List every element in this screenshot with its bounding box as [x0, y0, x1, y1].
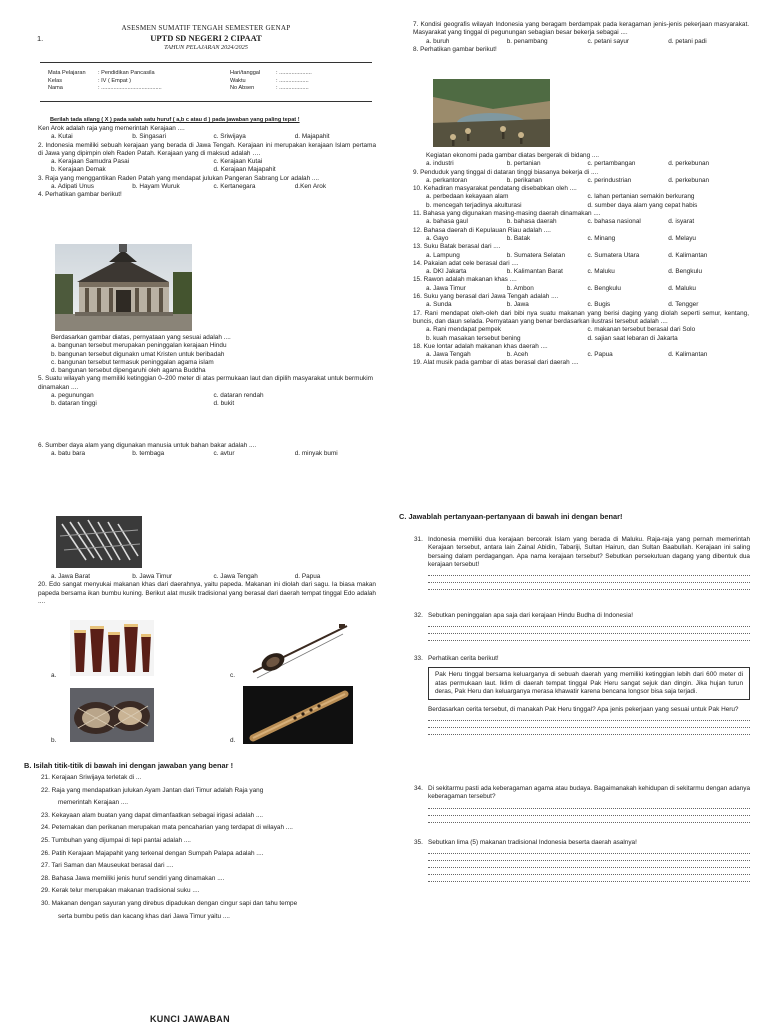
- option[interactable]: a. Adipati Unus: [51, 183, 94, 191]
- identity-row: [48, 70, 378, 78]
- mining-photo: [433, 79, 550, 147]
- answer-key-heading: KUNCI JAWABAN: [150, 1014, 230, 1024]
- option[interactable]: b. Sumatera Selatan: [506, 251, 566, 259]
- option[interactable]: b. Jawa: [506, 301, 529, 309]
- option[interactable]: c. Bengkulu: [587, 284, 621, 292]
- question-14: 14. Pakaian adat cele berasal dari ....: [413, 259, 519, 267]
- left-column-continued: [38, 334, 376, 409]
- identity-label: Hari/tanggal: [230, 70, 261, 76]
- option[interactable]: b. Singasari: [132, 133, 166, 141]
- fill-item: 21. Kerajaan Sriwijaya terletak di ...: [41, 774, 142, 781]
- essay-question: Sebutkan lima (5) makanan tradisional Indonesia beserta daerah asalnya!: [428, 839, 637, 846]
- story-box: Pak Heru tinggal bersama keluarganya di sebuah daerah yang memiliki ketinggian lebih dari 600 meter di atas permukaan laut. Iklim di daerah tempat tinggal Pak Heru sangat sejuk dan dingin. Jika hujan turun deras, Pak Heru dan keluarganya merasa khawatir karena bencana longsor bisa saja terjadi.: [428, 667, 750, 700]
- suling-illustration: [243, 686, 353, 744]
- right-column: [413, 21, 749, 54]
- palace-illustration: [55, 244, 192, 331]
- option[interactable]: c. Minang: [587, 234, 616, 242]
- question-12: 12. Bahasa daerah di Kepulauan Riau adalah ....: [413, 226, 551, 234]
- angklung-illustration: [56, 516, 142, 568]
- option[interactable]: d. sajian saat lebaran di Jakarta: [587, 334, 678, 342]
- essay-question: Di sekitarmu pasti ada keberagaman agama atau budaya. Bagaimanakah kehidupan di sekitarmu dengan adanya keberagaman tersebut?: [428, 785, 750, 801]
- tifa-drums-illustration: [70, 620, 154, 676]
- question-11: 11. Bahasa yang digunakan masing-masing daerah dinamakan ....: [413, 210, 601, 218]
- option[interactable]: b. bahasa daerah: [506, 218, 557, 226]
- option[interactable]: a. perbedaan kekayaan alam: [426, 193, 509, 201]
- option[interactable]: c. Bugis: [587, 301, 611, 309]
- essay-question: Indonesia memiliki dua kerajaan bercorak Islam yang berada di Maluku. Raja-raja yang pernah memerintah Kerajaan tersebut, antara lain Zainal Abidin, Tabariji, Sultan Hairun, dan Sultan Baabullah. Kerajaan ini saling bersaing dalam perdagangan. Apa nama kerajaan tersebut? Sebutkan persekutuan dagang yang dibentuk dua kerajaan tersebut!: [428, 536, 750, 568]
- essay-33: [414, 655, 750, 735]
- sasando-photo[interactable]: [243, 620, 353, 680]
- option[interactable]: b. Jawa Timur: [132, 573, 173, 580]
- option[interactable]: b. Batak: [506, 234, 531, 242]
- identity-block: [48, 70, 378, 93]
- identity-value: : ...................: [276, 85, 309, 92]
- question-19: 19. Alat musik pada gambar di atas berasal dari daerah ....: [413, 359, 579, 367]
- identity-value: : .....................: [276, 70, 312, 76]
- option[interactable]: a. Jawa Tengah: [426, 351, 471, 359]
- option[interactable]: a. Lampung: [426, 251, 460, 259]
- answer-line[interactable]: [428, 634, 750, 641]
- essay-number: 35.: [414, 839, 423, 846]
- option[interactable]: b. Kerajaan Demak: [51, 166, 106, 174]
- options-1: [38, 133, 376, 141]
- option[interactable]: a. bangunan tersebut merupakan peninggalan kerajaan Hindu: [51, 342, 227, 350]
- answer-line[interactable]: [428, 861, 750, 868]
- fill-item: 26. Patih Kerajaan Majapahit yang terkenal dengan Sumpah Palapa adalah ....: [41, 849, 264, 857]
- fill-item: 25. Tumbuhan yang dijumpai di tepi pantai adalah ....: [41, 836, 191, 844]
- identity-value: : Pendidikan Pancasila: [98, 70, 155, 76]
- option[interactable]: d. petani padi: [668, 37, 707, 45]
- question-16: 16. Suku yang berasal dari Jawa Tengah adalah ....: [413, 293, 559, 301]
- essay-question: Sebutkan peninggalan apa saja dari kerajaan Hindu Budha di Indonesia!: [428, 612, 634, 619]
- question-13: 13. Suku Batak berasal dari ....: [413, 243, 501, 251]
- question-5: 5. Suatu wilayah yang memiliki ketinggian 0–200 meter di atas permukaan laut dan dipilih masyarakat untuk bermukim dinamakan ....: [38, 375, 373, 391]
- option[interactable]: a. buruh: [426, 37, 450, 45]
- identity-label: No Absen: [230, 85, 255, 92]
- options-14: [413, 268, 749, 276]
- option[interactable]: c. Maluku: [587, 268, 615, 276]
- instruction: Berilah tada silang ( X ) pada salah satu huruf ( a,b c atau d ) pada jawaban yang paling tepat !: [50, 117, 300, 123]
- kendang-photo[interactable]: [70, 688, 154, 742]
- options-16: [413, 301, 749, 309]
- question-9: 9. Penduduk yang tinggal di dataran tinggi biasanya bekerja di ....: [413, 168, 599, 176]
- option[interactable]: c. Sumatera Utara: [587, 251, 640, 259]
- image-option-label-b[interactable]: b.: [51, 737, 57, 744]
- options-4: [38, 342, 376, 375]
- fill-item: 23. Kekayaan alam buatan yang dapat dimanfaatkan sebagai irigasi adalah ....: [41, 811, 264, 819]
- option[interactable]: a. Rani mendapat pempek: [426, 326, 501, 334]
- option[interactable]: d. Papua: [294, 573, 321, 580]
- options-9: [413, 177, 749, 185]
- option[interactable]: a. batu bara: [51, 450, 86, 458]
- answer-line[interactable]: [428, 714, 750, 721]
- options-13: [413, 252, 749, 260]
- question-10: 10. Kehadiran masyarakat pendatang disebabkan oleh ....: [413, 185, 577, 193]
- option[interactable]: d. Maluku: [668, 284, 696, 292]
- tifa-drums-photo[interactable]: [70, 620, 154, 676]
- option[interactable]: c. perindustrian: [587, 176, 632, 184]
- answer-line[interactable]: [428, 847, 750, 854]
- school-year: TAHUN PELAJARAN 2024/2025: [164, 44, 248, 51]
- answer-line[interactable]: [428, 802, 750, 809]
- option[interactable]: b. tembaga: [132, 450, 165, 458]
- fill-item: 30. Makanan dengan sayuran yang direbus dipadukan dengan cingur sapi dan tahu tempe: [41, 899, 298, 907]
- essay-number: 33.: [414, 655, 423, 662]
- mining-illustration: [433, 79, 550, 147]
- options-5: [38, 392, 376, 409]
- fill-item: 28. Bahasa Jawa memiliki jenis huruf sendiri yang dinamakan ....: [41, 874, 225, 882]
- option[interactable]: b. perikanan: [506, 176, 542, 184]
- left-column: [38, 125, 376, 200]
- option[interactable]: a. pegunungan: [51, 392, 94, 400]
- option[interactable]: a. Jawa Barat: [51, 573, 91, 580]
- section-b-list: [41, 772, 375, 923]
- question-15: 15. Rawon adalah makanan khas ....: [413, 276, 517, 284]
- question-3: 3. Raja yang menggantikan Raden Patah yang mendapat julukan Pangeran Sabrang Lor adalah ....: [38, 174, 320, 182]
- answer-line[interactable]: [428, 620, 750, 627]
- option[interactable]: d. Tengger: [668, 301, 699, 309]
- option[interactable]: d. Bengkulu: [668, 268, 703, 276]
- right-column-continued: [413, 152, 749, 368]
- essay-row: [414, 536, 750, 569]
- options-8: [413, 160, 749, 168]
- option[interactable]: a. Gayo: [426, 234, 449, 242]
- options-3: [38, 183, 376, 191]
- identity-row: [48, 85, 378, 93]
- option[interactable]: c. Papua: [587, 351, 613, 359]
- image-option-label-a[interactable]: a.: [51, 672, 57, 679]
- question-7: 7. Kondisi geografis wilayah Indonesia yang beragam berdampak pada keragaman jenis-jenis pekerjaan masyarakat. Masyarakat yang tinggal di pegunungan sebagian besar bekerja sebagai ....: [413, 21, 749, 37]
- option[interactable]: d.Ken Arok: [294, 183, 327, 191]
- options-10: [413, 193, 749, 210]
- answer-line[interactable]: [428, 875, 750, 882]
- question-17: 17. Rani mendapat oleh-oleh dari bibi nya suatu makanan yang berisi daging yang diolah seperti semur, kentang, buncis, dan daun selada. Pernyataan yang benar berdasarkan ilustrasi tersebut adalah ....: [413, 309, 749, 325]
- essay-number: 34.: [414, 785, 423, 792]
- options-18: [413, 351, 749, 359]
- kendang-illustration: [70, 688, 154, 742]
- essay-number: 32.: [414, 612, 423, 619]
- section-b-title: B. Isilah titik-titik di bawah ini dengan jawaban yang benar !: [24, 761, 234, 770]
- option[interactable]: c. petani sayur: [587, 37, 630, 45]
- option[interactable]: c. bangunan tersebut termasuk peninggalan agama islam: [51, 358, 214, 366]
- option[interactable]: d. perkebunan: [668, 160, 710, 168]
- fill-item: 24. Peternakan dan perikanan merupakan mata pencaharian yang terdapat di wilayah ....: [41, 824, 293, 832]
- option[interactable]: d. bukit: [213, 400, 235, 408]
- options-17: [413, 326, 749, 343]
- question-18: 18. Kue lontar adalah makanan khas daerah ....: [413, 342, 548, 350]
- option[interactable]: b. Kalimantan Barat: [506, 268, 563, 276]
- answer-line[interactable]: [428, 816, 750, 823]
- option[interactable]: c. bahasa nasional: [587, 218, 641, 226]
- option[interactable]: c. Jawa Tengah: [213, 573, 258, 580]
- question-6: 6. Sumber daya alam yang digunakan manusia untuk bahan bakar adalah ....: [38, 442, 257, 449]
- option[interactable]: d. sumber daya alam yang cepat habis: [587, 201, 698, 209]
- option[interactable]: d. perkebunan: [668, 176, 710, 184]
- essay-question: Perhatikan cerita berikut!: [428, 655, 499, 662]
- fill-item: 29. Kerak telur merupakan makanan tradisional suku ....: [41, 887, 200, 895]
- essay-row: [414, 655, 750, 663]
- essay-number: 31.: [414, 536, 423, 543]
- essay-row: [414, 612, 750, 620]
- exam-title: ASESMEN SUMATIF TENGAH SEMESTER GENAP: [121, 24, 291, 32]
- option[interactable]: b. penambang: [506, 37, 548, 45]
- page-number: 1.: [37, 34, 44, 43]
- option[interactable]: d. isyarat: [668, 218, 695, 226]
- fill-item: 27. Tari Saman dan Mauseukat berasal dari ....: [41, 862, 174, 870]
- option[interactable]: d. Kalimantan: [668, 251, 708, 259]
- answer-line[interactable]: [428, 809, 750, 816]
- school-name: UPTD SD NEGERI 2 CIPAAT: [150, 33, 262, 43]
- options-2: [38, 158, 376, 175]
- essay-row: [414, 785, 750, 802]
- question-20: 20. Edo sangat menyukai makanan khas dari daerahnya, yaitu papeda. Makanan ini diolah dari sagu. Ia biasa makan papeda bersama ikan bumbu kuning. Berikut alat musik tradisional yang berasal dari daerah tempat tinggal Edo adalah ....: [38, 581, 376, 605]
- angklung-photo: [56, 516, 142, 568]
- identity-label: Waktu: [230, 77, 246, 84]
- option[interactable]: a. Kutai: [51, 133, 73, 141]
- options-15: [413, 285, 749, 293]
- option[interactable]: c. pertambangan: [587, 160, 636, 168]
- essay-35: [414, 839, 750, 882]
- question-8-stem: Kegiatan ekonomi pada gambar diatas bergerak di bidang ....: [426, 152, 600, 159]
- option[interactable]: d. Majapahit: [294, 133, 330, 141]
- option[interactable]: b. kuah masakan tersebut bening: [426, 334, 521, 342]
- option[interactable]: b. mencegah terjadinya akulturasi: [426, 201, 522, 209]
- fill-item: serta bumbu petis dan kacang khas dari Jawa Timur yaitu ....: [58, 912, 230, 920]
- option[interactable]: d. bangunan tersebut dipengaruhi oleh agama Buddha: [51, 367, 206, 375]
- option[interactable]: a. industri: [426, 160, 454, 168]
- option[interactable]: c. lahan pertanian semakin berkurang: [587, 193, 695, 201]
- option[interactable]: b. pertanian: [506, 160, 541, 168]
- essay-question: Berdasarkan cerita tersebut, di manakah Pak Heru tinggal? Apa jenis pekerjaan yang sesuai untuk Pak Heru?: [428, 706, 739, 714]
- identity-value: : .......................................: [98, 85, 162, 92]
- answer-line[interactable]: [428, 569, 750, 576]
- image-option-label-d[interactable]: d.: [230, 737, 236, 744]
- question-1: Ken Arok adalah raja yang memerintah Kerajaan ....: [38, 125, 185, 132]
- identity-value: : IV ( Empat ): [98, 77, 131, 84]
- essay-row: [414, 839, 750, 847]
- suling-photo[interactable]: [243, 686, 353, 744]
- option[interactable]: c. Kerajaan Kutai: [213, 158, 263, 166]
- options-19: [38, 573, 376, 581]
- question-4-stem: Berdasarkan gambar diatas, pernyataan yang sesuai adalah ....: [51, 334, 231, 341]
- option[interactable]: a. Jawa Timur: [426, 284, 466, 292]
- options-6: [38, 450, 376, 458]
- answer-line[interactable]: [428, 576, 750, 583]
- option[interactable]: c. dataran rendah: [213, 392, 264, 400]
- answer-line[interactable]: [428, 721, 750, 728]
- option[interactable]: c. Sriwijaya: [213, 133, 246, 141]
- options-7: [413, 38, 749, 46]
- identity-divider: [40, 101, 372, 102]
- option[interactable]: d. Kerajaan Majapahit: [213, 166, 276, 174]
- option[interactable]: b. Hayam Wuruk: [132, 183, 180, 191]
- question-19-options-block: [38, 573, 376, 606]
- option[interactable]: b. Aceh: [506, 351, 529, 359]
- options-12: [413, 235, 749, 243]
- image-option-label-c[interactable]: c.: [230, 672, 235, 679]
- option[interactable]: c. avtur: [213, 450, 235, 458]
- answer-line[interactable]: [428, 583, 750, 590]
- option[interactable]: b. bangunan tersebut digunakn umat Kristen untuk beribadah: [51, 350, 225, 358]
- option[interactable]: c. makanan tersebut berasal dari Solo: [587, 326, 696, 334]
- option[interactable]: b. Ambon: [506, 284, 534, 292]
- essay-31: [414, 536, 750, 590]
- answer-line[interactable]: [428, 627, 750, 634]
- answer-line[interactable]: [428, 868, 750, 875]
- option[interactable]: a. bahasa gaul: [426, 218, 468, 226]
- option[interactable]: a. Kerajaan Samudra Pasai: [51, 158, 130, 166]
- option[interactable]: b. dataran tinggi: [51, 400, 97, 408]
- palace-photo: [55, 244, 192, 331]
- identity-value: : ...................: [276, 77, 309, 84]
- identity-row: [48, 78, 378, 86]
- essay-32: [414, 612, 750, 641]
- fill-item: 22. Raja yang mendapatkan julukan Ayam Jantan dari Timur adalah Raja yang: [41, 786, 264, 794]
- question-2: 2. Indonesia memiliki sebuah kerajaan yang berada di Jawa Tengah. Kerajaan ini merupakan kerajaan Islam pertama di Jawa yang dipimpin oleh Raden Patah. Kerajaan yang di maksud adalah ….: [38, 141, 376, 157]
- option[interactable]: a. perkantoran: [426, 176, 468, 184]
- essay-34: [414, 785, 750, 823]
- option[interactable]: a. Sunda: [426, 301, 452, 309]
- exam-header: [40, 24, 372, 52]
- fill-item: memerintah Kerajaan ....: [58, 799, 128, 807]
- section-c-title: C. Jawablah pertanyaan-pertanyaan di bawah ini dengan benar!: [399, 512, 623, 521]
- option[interactable]: a. DKI Jakarta: [426, 268, 467, 276]
- option[interactable]: d. Kalimantan: [668, 351, 708, 359]
- option[interactable]: c. Kertanegara: [213, 183, 256, 191]
- question-6-block: [38, 442, 376, 459]
- question-8: 8. Perhatikan gambar berikut!: [413, 45, 497, 53]
- option[interactable]: d. minyak bumi: [294, 450, 338, 458]
- identity-label: Mata Pelajaran: [48, 70, 86, 76]
- identity-label: Nama: [48, 85, 63, 92]
- question-4: 4. Perhatikan gambar berikut!: [38, 191, 122, 199]
- rebab-illustration: [243, 620, 353, 680]
- header-divider: [40, 62, 372, 63]
- options-11: [413, 218, 749, 226]
- identity-label: Kelas: [48, 77, 62, 84]
- option[interactable]: d. Melayu: [668, 234, 696, 242]
- answer-line[interactable]: [428, 854, 750, 861]
- answer-line[interactable]: [428, 728, 750, 735]
